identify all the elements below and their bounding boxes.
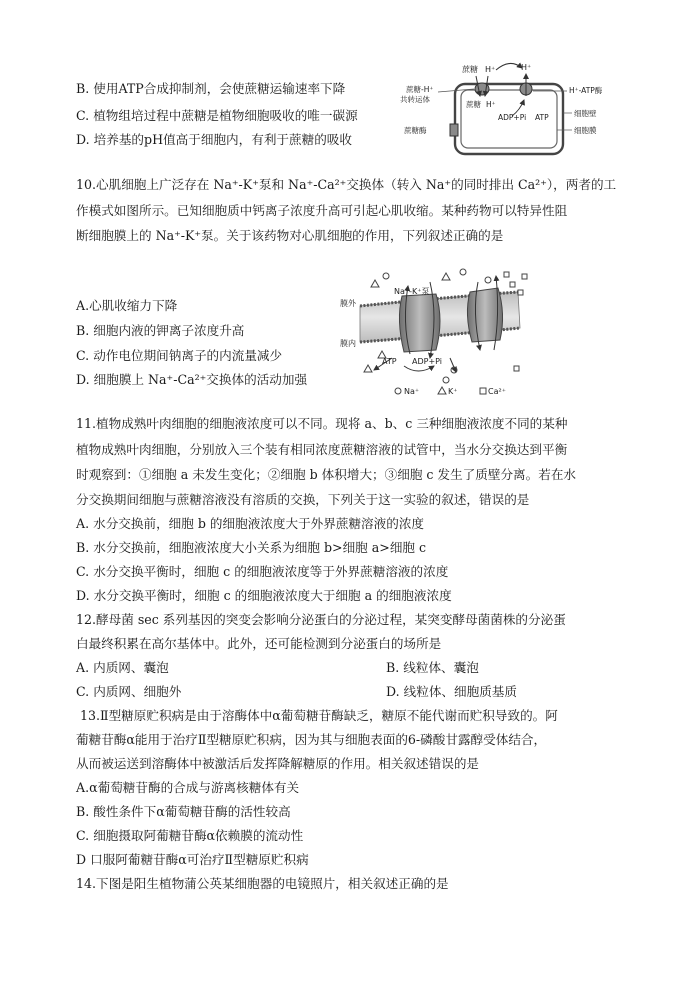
label-h-outside-right: H⁺ [521,63,532,72]
q13-option-d: D 口服阿葡糖苷酶α可治疗Ⅱ型糖原贮积病 [76,852,309,867]
label-cotransporter: 蔗糖-H⁺共转运体 [400,85,434,104]
q11-stem-line-3: 时观察到：①细胞 a 未发生变化；②细胞 b 体积增大；③细胞 c 发生了质壁分离。若在水 [76,467,577,482]
q14-stem: 14.下图是阳生植物蒲公英某细胞器的电镜照片，相关叙述正确的是 [76,876,449,891]
label-sucrase: 蔗糖酶 [404,126,427,135]
label-sucrose-inside: 蔗糖 [466,100,481,109]
q11-option-d: D. 水分交换平衡时，细胞 c 的细胞液浓度大于细胞 a 的细胞液浓度 [76,588,452,603]
legend-k: K⁺ [448,387,458,396]
label-sucrose-outside: 蔗糖 [462,65,478,74]
q12-option-b: B. 线粒体、囊泡 [386,660,479,675]
q10-stem-line-2: 作模式如图所示。已知细胞质中钙离子浓度升高可引起心肌收缩。某种药物可以特异性阻 [76,203,568,218]
q11-option-b: B. 水分交换前，细胞液浓度大小关系为细胞 b>细胞 a>细胞 c [76,540,427,555]
q10-option-c: C. 动作电位期间钠离子的内流量减少 [76,348,283,363]
q12-stem-line-2: 白最终积累在高尔基体中。此外，还可能检测到分泌蛋白的场所是 [76,636,442,651]
q12-option-a: A. 内质网、囊泡 [76,660,169,675]
label-outside: 膜外 [340,299,356,308]
q13-option-c: C. 细胞摄取阿葡糖苷酶α依赖膜的流动性 [76,828,304,843]
label-h-inside: H⁺ [486,100,496,109]
q10-option-d: D. 细胞膜上 Na⁺-Ca²⁺交换体的活动加强 [76,372,308,387]
label-cell-wall: 细胞壁 [574,109,597,118]
label-atp: ATP [382,357,397,366]
q13-option-b: B. 酸性条件下α葡萄糖苷酶的活性较高 [76,804,291,819]
q9-option-c: C. 植物组培过程中蔗糖是植物细胞吸收的唯一碳源 [76,108,358,123]
q13-stem-line-1: 13.Ⅱ型糖原贮积病是由于溶酶体中α葡萄糖苷酶缺乏，糖原不能代谢而贮积导致的。阿 [80,708,558,723]
q10-stem-line-1: 10.心肌细胞上广泛存在 Na⁺-K⁺泵和 Na⁺-Ca²⁺交换体（转入 Na⁺的同时排出 Ca²⁺），两者的工 [76,177,617,192]
label-adp-pi: ADP+Pi [412,357,443,366]
label-cell-membrane: 细胞膜 [574,126,597,135]
q13-option-a: A.α葡萄糖苷酶的合成与游离核糖体有关 [76,780,300,795]
q11-option-a: A. 水分交换前，细胞 b 的细胞液浓度大于外界蔗糖溶液的浓度 [76,516,425,531]
label-atp: ATP [535,113,549,122]
q10-stem-line-3: 断细胞膜上的 Na⁺-K⁺泵。关于该药物对心肌细胞的作用，下列叙述正确的是 [76,228,504,243]
q9-option-b: B. 使用ATP合成抑制剂，会使蔗糖运输速率下降 [76,81,346,96]
q11-stem-line-2: 植物成熟叶肉细胞，分别放入三个装有相同浓度蔗糖溶液的试管中，当水分交换达到平衡 [76,442,568,457]
label-adp-pi: ADP+Pi [498,113,527,122]
q9-option-d: D. 培养基的pH值高于细胞内，有利于蔗糖的吸收 [76,132,352,147]
label-inside: 膜内 [340,339,356,348]
q10-option-b: B. 细胞内液的钾离子浓度升高 [76,323,245,338]
legend-na: Na⁺ [404,387,420,396]
label-h-atpase: H⁺-ATP酶 [569,86,603,95]
membrane-transport-diagram [338,262,548,404]
legend-ca: Ca²⁺ [488,387,506,396]
q11-stem-line-4: 分交换期间细胞与蔗糖溶液没有溶质的交换，下列关于这一实验的叙述，错误的是 [76,492,530,507]
q11-option-c: C. 水分交换平衡时，细胞 c 的细胞液浓度等于外界蔗糖溶液的浓度 [76,564,449,579]
q12-option-c: C. 内质网、细胞外 [76,684,182,699]
q13-stem-line-2: 葡糖苷酶α能用于治疗Ⅱ型糖原贮积病，因为其与细胞表面的6-磷酸甘露醇受体结合， [76,732,547,747]
q10-option-a: A.心肌收缩力下降 [76,298,178,313]
label-na-k-pump: Na⁺-K⁺泵 [394,287,430,296]
label-h-outside-left: H⁺ [485,65,496,74]
q13-stem-line-3: 从而被运送到溶酶体中被激活后发挥降解糖原的作用。相关叙述错误的是 [76,756,479,771]
q11-stem-line-1: 11.植物成熟叶肉细胞的细胞液浓度可以不同。现将 a、b、c 三种细胞液浓度不同的某种 [76,416,568,431]
q12-stem-line-1: 12.酵母菌 sec 系列基因的突变会影响分泌蛋白的分泌过程，某突变酵母菌菌株的分泌蛋 [76,612,566,627]
sucrose-transport-diagram [400,58,605,158]
q12-option-d: D. 线粒体、细胞质基质 [386,684,517,699]
